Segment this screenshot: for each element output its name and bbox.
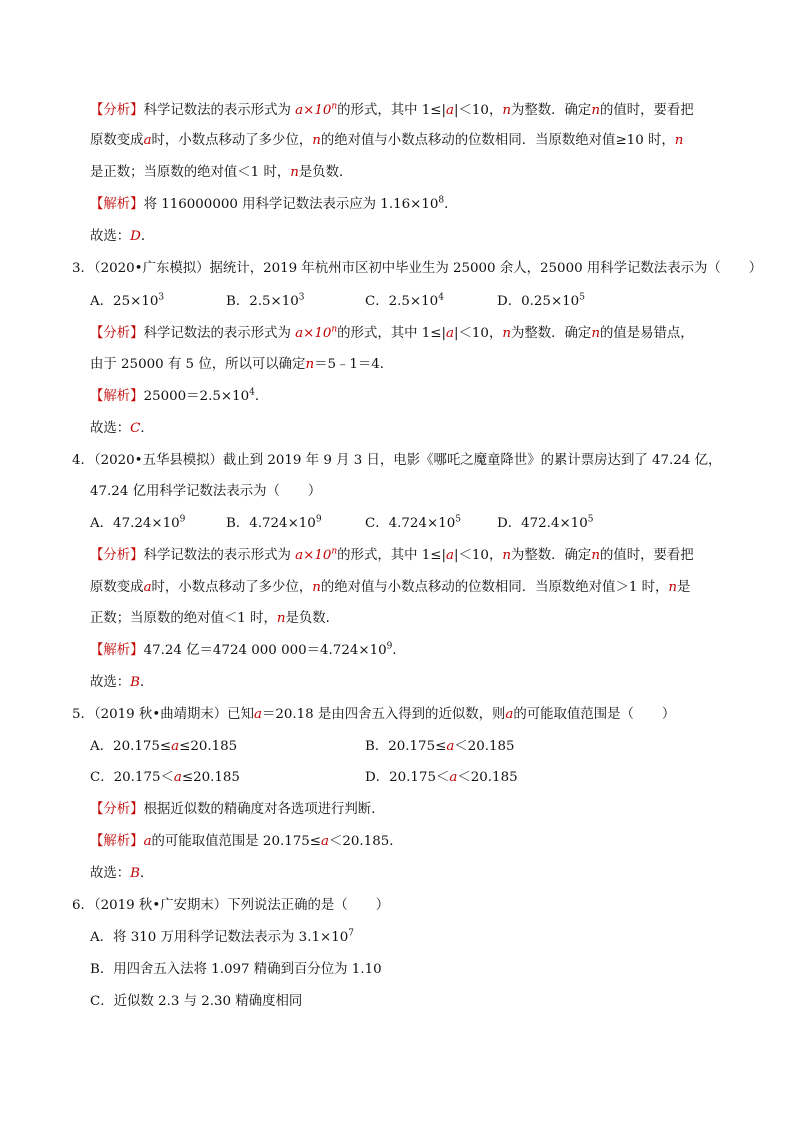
text: a×10 [295, 548, 332, 563]
var-a: a [173, 770, 182, 785]
q3-stem [72, 259, 762, 279]
text: ） [375, 898, 390, 913]
text: 47.24 亿用科学记数法表示为（ [90, 484, 280, 499]
solution-tag: 【解析】 [90, 389, 144, 404]
text: 25000＝2.5×10 [143, 389, 250, 404]
q6-option-b [90, 960, 382, 980]
q5-answer [90, 864, 153, 884]
text: 为整数．确定 [510, 326, 592, 341]
var-n: n [591, 548, 600, 563]
q2-solution [90, 195, 458, 215]
text: 5．（2019 秋•曲靖期末）已知 [72, 707, 254, 722]
answer-letter: B [130, 866, 141, 881]
exponent: 3 [298, 292, 305, 303]
q2-answer [90, 227, 154, 247]
exponent: 9 [315, 514, 322, 525]
exponent: 9 [179, 514, 186, 525]
text: ） [307, 484, 322, 499]
text: 3．（2020•广东模拟）据统计，2019 年杭州市区初中毕业生为 25000 余人，25000 用科学记数法表示为（ [72, 261, 721, 276]
q5-option-d [365, 768, 518, 788]
text: 原数变成 [90, 580, 144, 595]
text: ． [392, 643, 406, 658]
q2-analysis-line-3 [90, 163, 352, 183]
text: 是负数． [298, 165, 353, 180]
text: 的值是易错点， [599, 326, 694, 341]
text: 故选： [90, 675, 131, 690]
q6-stem [72, 896, 389, 916]
var-n: n [276, 611, 286, 626]
answer-letter: B [130, 675, 141, 690]
text: ＝20.18 是由四舍五入得到的近似数，则 [261, 707, 506, 722]
q5-option-a [90, 737, 237, 757]
q4-analysis-line-2 [90, 578, 690, 598]
q6-option-a [90, 928, 354, 948]
var-a: a [446, 739, 455, 754]
var-n: n [502, 326, 511, 341]
text: D．0.25×10 [497, 294, 580, 309]
text: C．近似数 2.3 与 2.30 精确度相同 [90, 994, 303, 1009]
exponent: 7 [348, 928, 354, 939]
text: ＜20.185 [457, 770, 518, 785]
q3-solution [90, 387, 268, 407]
exponent: n [331, 546, 338, 557]
text: 的形式，其中 1≤| [337, 548, 447, 563]
text: C．2.5×10 [365, 294, 439, 309]
text: 的绝对值与小数点移动的位数相同．当原数绝对值＞1 时， [320, 580, 669, 595]
text: ≤20.185 [179, 739, 238, 754]
text: 是 [677, 580, 691, 595]
solution-tag: 【解析】 [90, 643, 144, 658]
q4-option-d [497, 514, 593, 534]
text: a×10 [295, 326, 332, 341]
exponent: 8 [438, 195, 445, 206]
q4-analysis-line-1 [90, 546, 694, 566]
analysis-tag: 【分析】 [90, 802, 144, 817]
text: D．472.4×10 [497, 516, 588, 531]
exponent: 9 [386, 641, 393, 652]
text: C．20.175＜ [90, 770, 174, 785]
analysis-tag: 【分析】 [90, 103, 144, 118]
q5-stem [72, 705, 675, 725]
q3-analysis-line-1 [90, 324, 694, 344]
text: 科学记数法的表示形式为 [143, 548, 296, 563]
var-a: a [449, 770, 458, 785]
text: |＜10， [454, 103, 503, 118]
q4-solution [90, 641, 406, 661]
var-a: a [321, 834, 329, 849]
var-n: n [312, 133, 321, 148]
var-n: n [312, 580, 321, 595]
text: 正数；当原数的绝对值＜1 时， [90, 611, 277, 626]
q3-option-a [90, 292, 164, 312]
exponent: 5 [579, 292, 585, 303]
text: 47.24 亿＝4724 000 000＝4.724×10 [143, 643, 387, 658]
q4-stem-line-2 [90, 482, 321, 502]
text: A．47.24×10 [90, 516, 180, 531]
var-a: a [253, 707, 262, 722]
text: |＜10， [454, 548, 503, 563]
text: ． [140, 675, 154, 690]
text: ＜20.185． [329, 834, 403, 849]
solution-tag: 【解析】 [90, 197, 144, 212]
text: 故选： [90, 866, 131, 881]
text: 科学记数法的表示形式为 [143, 103, 296, 118]
var-n: n [305, 357, 315, 372]
q3-option-d [497, 292, 585, 312]
text: A．25×10 [90, 294, 159, 309]
text: ） [661, 707, 676, 722]
q4-analysis-line-3 [90, 609, 339, 629]
text: C．4.724×10 [365, 516, 456, 531]
text: B．4.724×10 [226, 516, 316, 531]
exponent: 4 [438, 292, 444, 303]
text: B．20.175≤ [365, 739, 447, 754]
text: 是负数． [285, 611, 340, 626]
text: 由于 25000 有 5 位，所以可以确定 [90, 357, 306, 372]
text: 故选： [90, 229, 131, 244]
text: 科学记数法的表示形式为 [143, 326, 296, 341]
q2-analysis-line-2 [90, 131, 683, 151]
text: 时，小数点移动了多少位， [151, 580, 313, 595]
text: 的形式，其中 1≤| [337, 103, 447, 118]
text: 4．（2020•五华县模拟）截止到 2019 年 9 月 3 日，电影《哪吒之魔童降世》的累计票房达到了 47.24 亿， [72, 453, 722, 468]
text: 的值时，要看把 [599, 548, 694, 563]
q4-option-a [90, 514, 185, 534]
text: A．20.175≤ [90, 739, 172, 754]
solution-tag: 【解析】 [90, 834, 144, 849]
q3-answer [90, 419, 154, 439]
text: ＝5﹣1＝4． [314, 357, 394, 372]
q5-analysis [90, 800, 385, 820]
exponent: 4 [249, 387, 255, 398]
exponent: n [331, 101, 338, 112]
text: B．2.5×10 [226, 294, 299, 309]
var-n: n [668, 580, 678, 595]
text: 时，小数点移动了多少位， [151, 133, 313, 148]
var-a: a [446, 548, 455, 563]
var-n: n [502, 103, 511, 118]
var-a: a [143, 133, 152, 148]
text: ． [140, 229, 155, 244]
text: ． [140, 421, 154, 436]
q4-option-b [226, 514, 322, 534]
answer-letter: D [130, 229, 141, 244]
var-n: n [591, 103, 600, 118]
q5-option-c [90, 768, 240, 788]
var-a [295, 103, 337, 118]
text: 原数变成 [90, 133, 144, 148]
text: 故选： [90, 421, 131, 436]
text: ≤20.185 [181, 770, 240, 785]
text: 为整数．确定 [510, 103, 592, 118]
analysis-tag: 【分析】 [90, 548, 144, 563]
text: 的形式，其中 1≤| [337, 326, 447, 341]
q6-option-c [90, 992, 302, 1012]
text: 根据近似数的精确度对各选项进行判断． [143, 802, 385, 817]
text: ． [254, 389, 269, 404]
analysis-tag: 【分析】 [90, 326, 144, 341]
text: a×10 [295, 103, 332, 118]
var-a [295, 326, 337, 341]
text: 的可能取值范围是（ [513, 707, 634, 722]
q3-option-b [226, 292, 305, 312]
q3-option-c [365, 292, 444, 312]
var-a: a [143, 580, 152, 595]
text: 将 116000000 用科学记数法表示应为 1.16×10 [143, 197, 439, 212]
answer-letter: C [130, 421, 141, 436]
exponent: n [331, 324, 338, 335]
text: ） [748, 261, 763, 276]
text: 的绝对值与小数点移动的位数相同．当原数绝对值≥10 时， [320, 133, 675, 148]
var-a [295, 548, 337, 563]
exponent: 3 [158, 292, 165, 303]
q4-option-c [365, 514, 461, 534]
var-a: a [446, 103, 455, 118]
text: A．将 310 万用科学记数法表示为 3.1×10 [90, 930, 349, 945]
var-a: a [143, 834, 152, 849]
exponent: 5 [455, 514, 461, 525]
text: D．20.175＜ [365, 770, 450, 785]
text: ． [444, 197, 458, 212]
q5-solution [90, 832, 403, 852]
var-n: n [591, 326, 600, 341]
q3-analysis-line-2 [90, 355, 393, 375]
q2-analysis-line-1 [90, 101, 694, 121]
text: ＜20.185 [454, 739, 515, 754]
var-a: a [171, 739, 180, 754]
var-a: a [446, 326, 455, 341]
var-a: a [505, 707, 514, 722]
text: 为整数．确定 [510, 548, 592, 563]
text: ． [140, 866, 154, 881]
text: |＜10， [454, 326, 503, 341]
var-n: n [502, 548, 511, 563]
var-n: n [674, 133, 684, 148]
text: 的可能取值范围是 20.175≤ [151, 834, 322, 849]
exponent: 5 [587, 514, 594, 525]
text: 是正数；当原数的绝对值＜1 时， [90, 165, 291, 180]
q4-answer [90, 673, 153, 693]
q5-option-b [365, 737, 515, 757]
text: 的值时，要看把 [599, 103, 694, 118]
var-n: n [290, 165, 299, 180]
text: 6．（2019 秋•广安期末）下列说法正确的是（ [72, 898, 348, 913]
q4-stem-line-1 [72, 451, 721, 471]
text: B．用四舍五入法将 1.097 精确到百分位为 1.10 [90, 962, 382, 977]
